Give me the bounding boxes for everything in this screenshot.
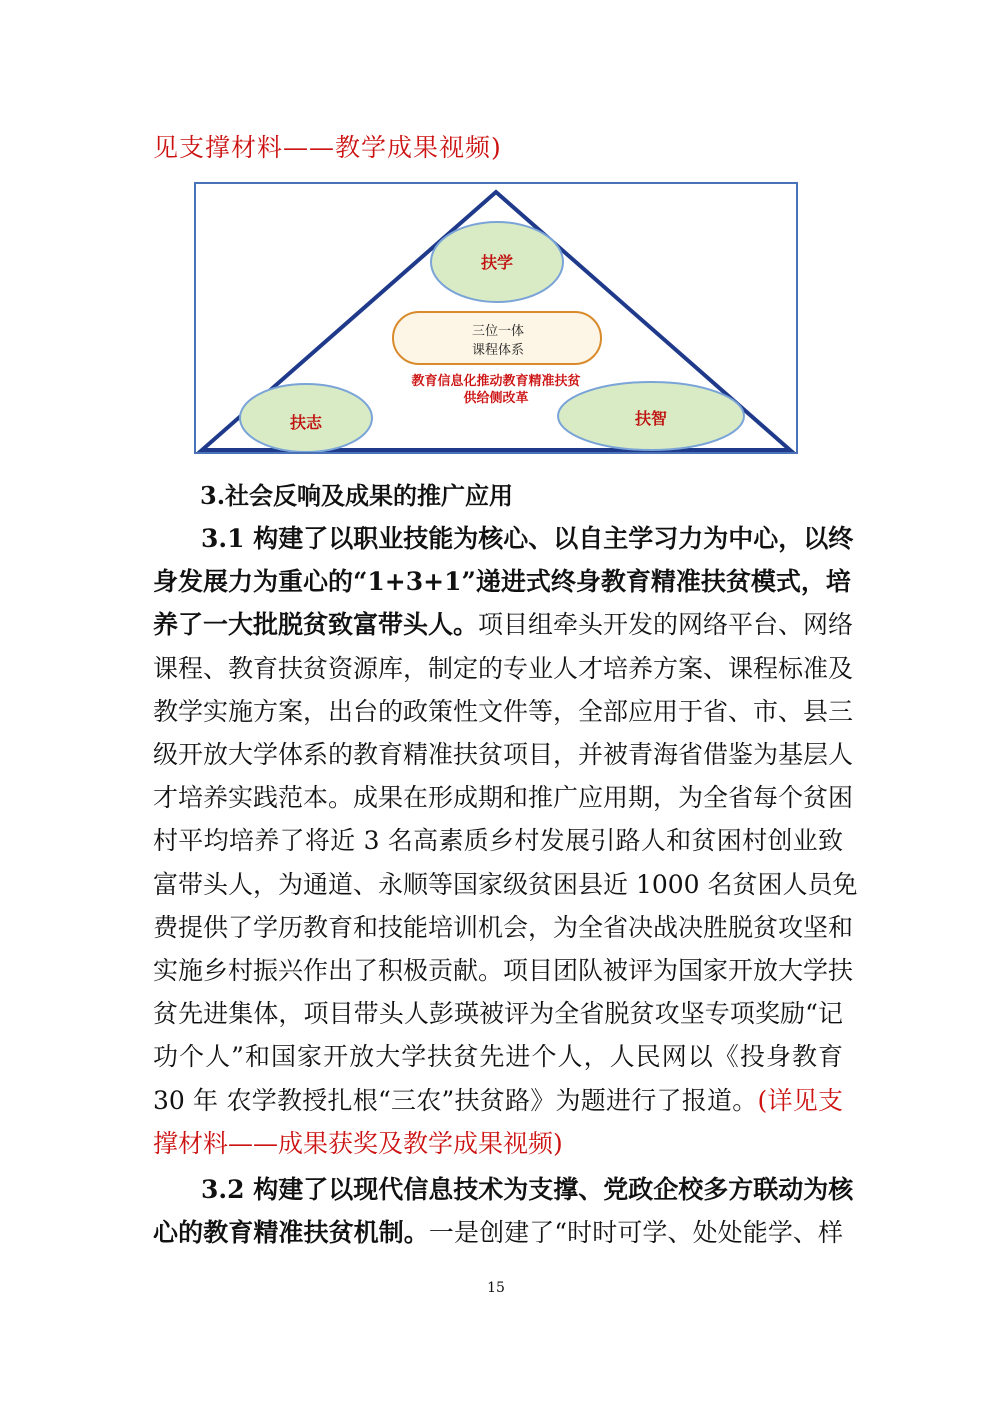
paragraph-3-1 xyxy=(153,517,858,1165)
page-number: 15 xyxy=(487,1280,505,1296)
top-circle-label: 扶学 xyxy=(480,253,513,272)
para2-line xyxy=(153,1211,843,1254)
para1-line: 功个人”和国家开放大学扶贫先进个人，人民网以《投身教育 xyxy=(153,1042,843,1072)
center-box-line2: 课程体系 xyxy=(471,343,524,358)
supporting-material-note: 见支撑材料——教学成果视频) xyxy=(153,133,502,162)
paragraph-3-2 xyxy=(153,1168,854,1254)
para1-red-note: (详见支 xyxy=(757,1085,843,1115)
para1-bold-lead: 养了一大批脱贫致富带头人。 xyxy=(153,610,479,640)
para1-line: 身发展力为重心的“1+3+1”递进式终身教育精准扶贫模式，培 xyxy=(153,567,851,597)
para1-line: 贫先进集体，项目带头人彭瑛被评为全省脱贫攻坚专项奖励“记 xyxy=(153,999,843,1029)
para1-line: 村平均培养了将近 3 名高素质乡村发展引路人和贫困村创业致 xyxy=(153,826,843,856)
para1-line: 课程、教育扶贫资源库，制定的专业人才培养方案、课程标准及 xyxy=(153,653,854,683)
para1-red-note-line: 撑材料——成果获奖及教学成果视频) xyxy=(153,1128,563,1158)
para1-text: 30 年 农学教授扎根“三农”扶贫路》为题进行了报道。 xyxy=(153,1085,758,1115)
para1-line: 费提供了学历教育和技能培训机会，为全省决战决胜脱贫攻坚和 xyxy=(153,912,854,942)
para1-line: 教学实施方案，出台的政策性文件等，全部应用于省、市、县三 xyxy=(153,696,854,726)
left-circle-label: 扶志 xyxy=(289,413,322,432)
para1-line xyxy=(153,603,854,646)
three-in-one-diagram xyxy=(194,182,798,454)
para1-line: 实施乡村振兴作出了积极贡献。项目团队被评为国家开放大学扶 xyxy=(153,956,854,986)
para2-bold-lead: 心的教育精准扶贫机制。 xyxy=(153,1218,429,1248)
para1-line: 才培养实践范本。成果在形成期和推广应用期，为全省每个贫困 xyxy=(153,783,854,813)
para2-line: 3.2 构建了以现代信息技术为支撑、党政企校多方联动为核 xyxy=(201,1175,854,1204)
reform-caption-line1: 教育信息化推动教育精准扶贫 xyxy=(411,374,581,389)
para2-text: 一是创建了“时时可学、处处能学、样 xyxy=(428,1218,843,1248)
right-circle-label: 扶智 xyxy=(634,409,667,428)
reform-caption-line2: 供给侧改革 xyxy=(463,391,529,406)
center-box-line1: 三位一体 xyxy=(471,324,524,339)
para1-line: 富带头人，为通道、永顺等国家级贫困县近 1000 名贫困人员免 xyxy=(153,869,858,899)
para1-line: 3.1 构建了以职业技能为核心、以自主学习力为中心，以终 xyxy=(201,524,854,553)
para1-line: 级开放大学体系的教育精准扶贫项目，并被青海省借鉴为基层人 xyxy=(153,740,854,770)
para1-line xyxy=(153,1079,843,1122)
para1-text: 项目组牵头开发的网络平台、网络 xyxy=(478,610,854,640)
section-heading: 3.社会反响及成果的推广应用 xyxy=(200,481,514,510)
